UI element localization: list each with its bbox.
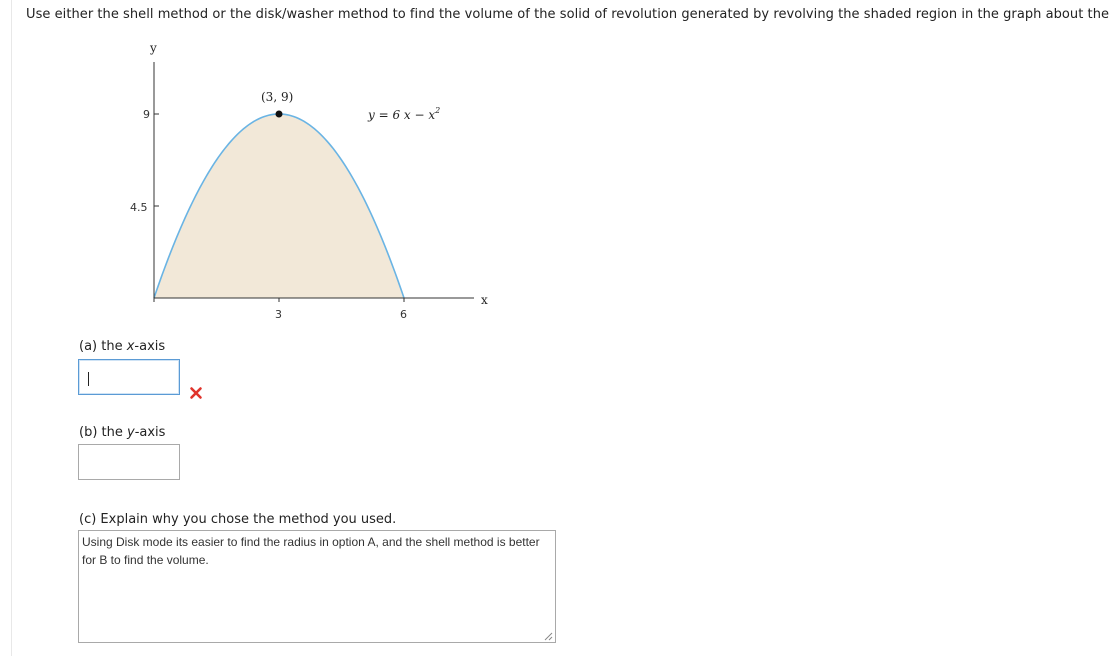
part-a-label-suffix: -axis bbox=[134, 339, 166, 354]
resize-grip-icon[interactable] bbox=[543, 631, 553, 641]
part-a-label-var: x bbox=[126, 339, 135, 354]
y-axis-label: y bbox=[150, 41, 157, 55]
x-tick-label-3: 3 bbox=[275, 308, 282, 321]
curve-equation-label bbox=[367, 106, 440, 122]
y-tick-label-4-5: 4.5 bbox=[130, 201, 148, 214]
part-b-answer-input[interactable] bbox=[78, 444, 180, 480]
part-b-label-suffix: -axis bbox=[134, 425, 166, 440]
part-b-label-var: y bbox=[127, 425, 135, 440]
part-a-label bbox=[79, 339, 165, 354]
x-tick-label-6: 6 bbox=[400, 308, 407, 321]
part-a-answer-input[interactable] bbox=[78, 359, 180, 395]
part-a-label-prefix: (a) the bbox=[79, 339, 127, 354]
text-caret bbox=[88, 372, 89, 386]
x-mark-icon bbox=[189, 386, 203, 400]
part-b-label bbox=[79, 425, 165, 440]
part-b-label-prefix: (b) the bbox=[79, 425, 127, 440]
question-prompt: Use either the shell method or the disk/washer method to find the volume of the solid of revolution generated by revolving the shaded region in the graph about the bbox=[26, 7, 1110, 22]
part-c-explanation-textarea[interactable] bbox=[78, 530, 556, 643]
part-c-label: (c) Explain why you chose the method you used. bbox=[79, 512, 397, 527]
vertex-label: (3, 9) bbox=[261, 90, 294, 104]
curve-equation-exponent: 2 bbox=[435, 106, 441, 115]
y-tick-label-9: 9 bbox=[143, 108, 150, 121]
curve-equation-text: y = 6 x − x bbox=[368, 108, 436, 122]
vertex-point bbox=[276, 111, 283, 118]
region-graph bbox=[0, 0, 560, 330]
x-axis-label: x bbox=[481, 293, 488, 307]
